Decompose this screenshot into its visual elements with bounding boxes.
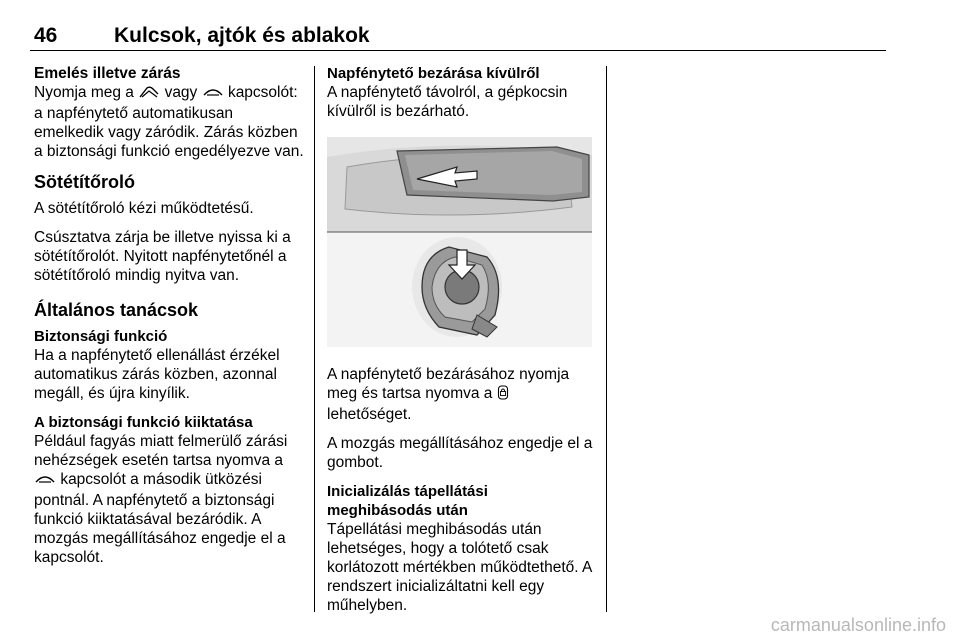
column-middle	[327, 64, 597, 625]
sunroof-tilt-icon	[138, 85, 160, 104]
paragraph: Tápellátási meghibásodás után lehetséges, hogy a tolótető csak korlátozott mértékben működtethető. A rendszert inicializáltatni kell egy műhelyben.	[327, 521, 592, 614]
section-heading: Inicializálás tápellátási meghibásodás után	[327, 483, 488, 519]
subsection-heading: A biztonsági funkció kiiktatása	[34, 414, 253, 431]
paragraph: Csúsztatva zárja be illetve nyissa ki a sötétítőrolót. Nyitott napfénytetőnél a sötétítőroló mindig nyitva van.	[34, 229, 291, 284]
section-heading: Sötétítőroló	[34, 172, 135, 192]
sunroof-close-icon	[34, 472, 56, 491]
paragraph: A mozgás megállításához engedje el a gombot.	[327, 435, 593, 471]
paragraph: A napfénytető távolról, a gépkocsin kívülről is bezárható.	[327, 84, 568, 120]
paragraph: Például fagyás miatt felmerülő zárási nehézségek esetén tartsa nyomva a kapcsolót a második ütközési pontnál. A napfénytető a biztonsági funkció kiiktatásával bezáródik. A mozgás megállításához engedje el a kapcsolót.	[34, 433, 288, 566]
column-divider	[314, 66, 315, 612]
section-heading: Emelés illetve zárás	[34, 65, 181, 82]
column-divider	[606, 66, 607, 612]
paragraph: Ha a napfénytető ellenállást érzékel automatikus zárás közben, azonnal megáll, és újra kinyílik.	[34, 347, 280, 402]
section-heading: Általános tanácsok	[34, 300, 199, 320]
paragraph: A napfénytető bezárásához nyomja meg és tartsa nyomva a lehetőséget.	[327, 366, 570, 423]
header-divider	[30, 50, 886, 51]
section-heading: Napfénytető bezárása kívülről	[327, 65, 540, 82]
sunroof-close-icon	[202, 85, 224, 104]
column-left	[34, 64, 306, 577]
sunroof-remote-figure	[327, 137, 592, 347]
page-title: Kulcsok, ajtók és ablakok	[114, 24, 370, 47]
paragraph: A sötétítőroló kézi működtetésű.	[34, 200, 254, 217]
watermark: carmanualsonline.info	[770, 615, 946, 635]
page-number: 46	[34, 24, 58, 47]
car-roof-figure	[327, 137, 592, 347]
paragraph: Nyomja meg a vagy kapcsolót: a napfénytető automatikusan emelkedik vagy záródik. Zárás közben a biztonsági funkció engedélyezve van.	[34, 84, 304, 160]
lock-button-icon	[497, 385, 509, 405]
subsection-heading: Biztonsági funkció	[34, 328, 168, 345]
key-fob-figure	[412, 237, 502, 337]
page-header	[30, 22, 885, 52]
